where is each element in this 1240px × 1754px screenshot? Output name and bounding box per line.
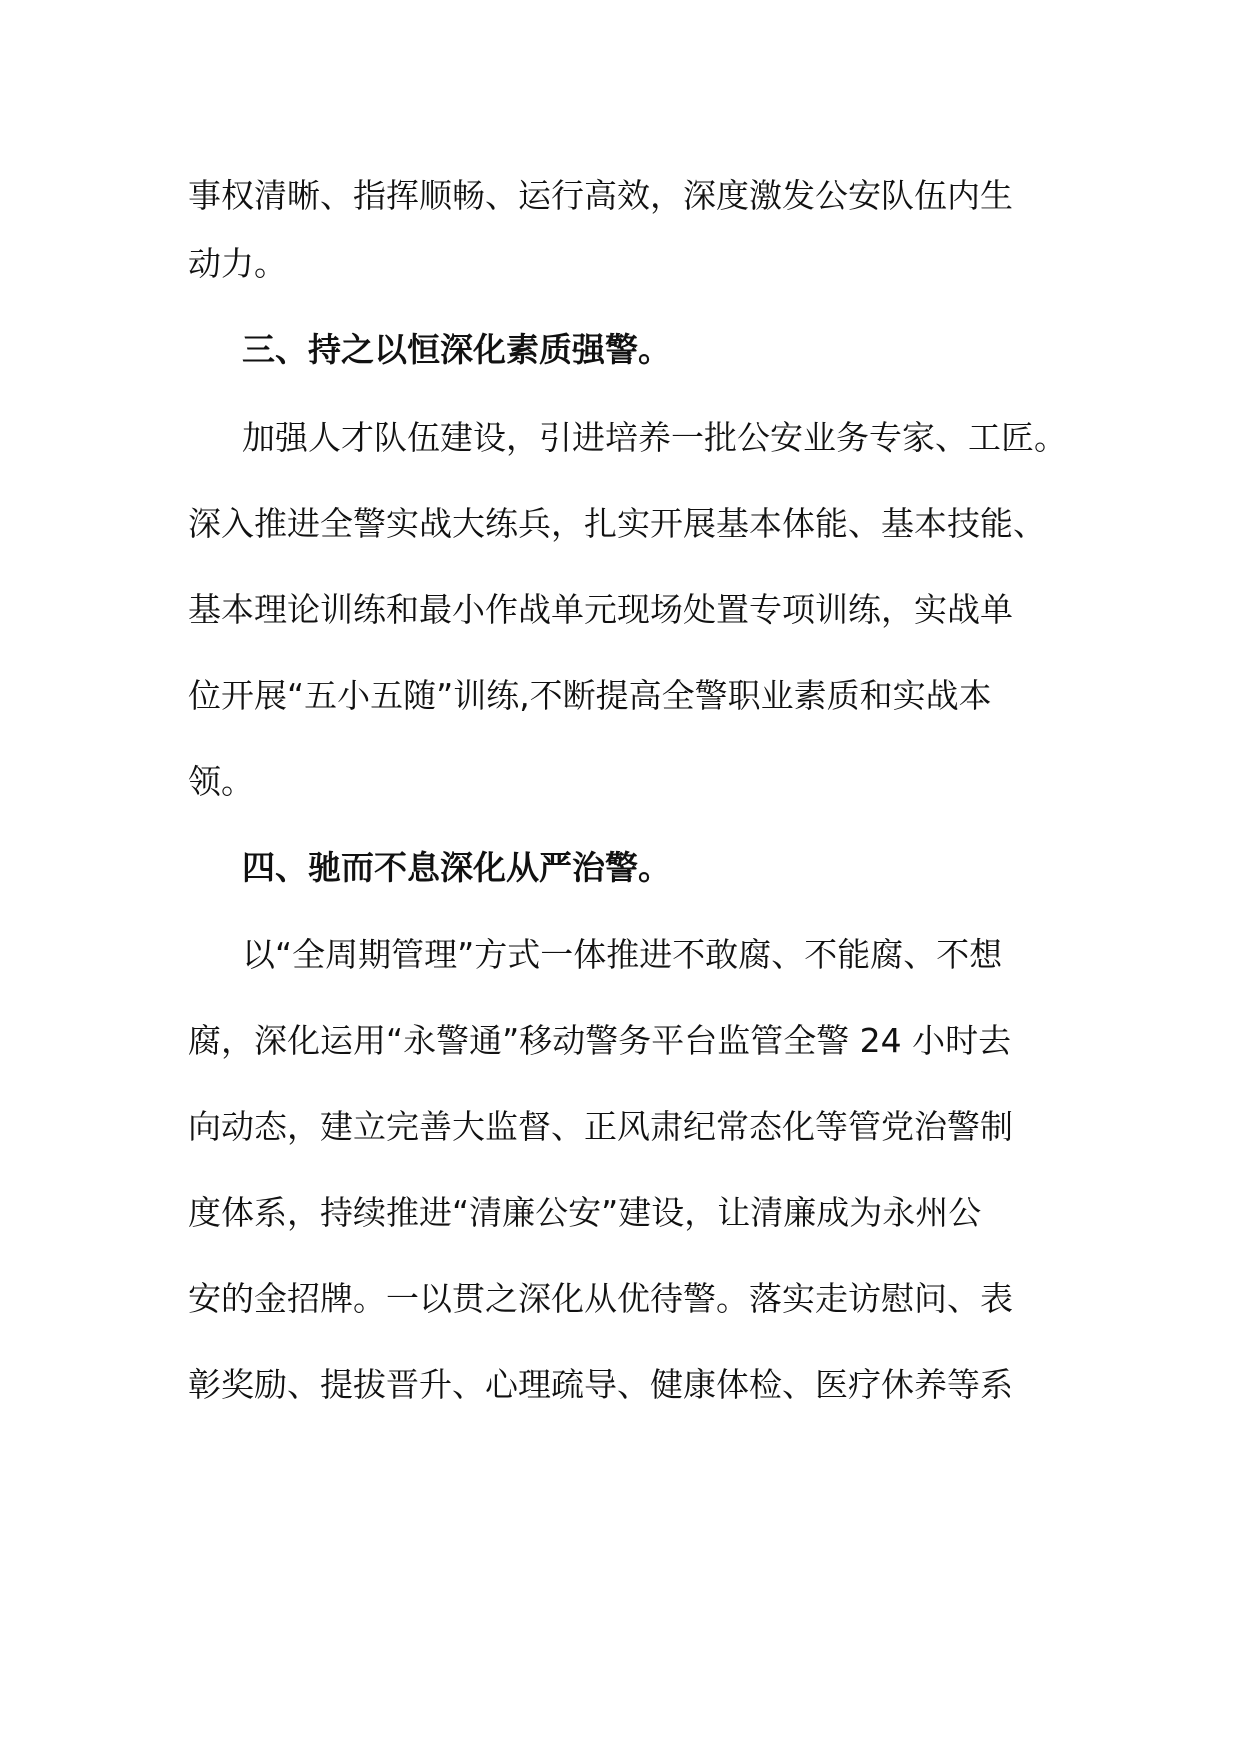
paragraph-line: 基本理论训练和最小作战单元现场处置专项训练，实战单 bbox=[188, 590, 1013, 629]
paragraph-line: 安的金招牌。一以贯之深化从优待警。落实走访慰问、表 bbox=[188, 1279, 1013, 1318]
paragraph-line: 领。 bbox=[188, 762, 254, 801]
section-heading: 四、驰而不息深化从严治警。 bbox=[242, 848, 671, 887]
paragraph-line: 事权清晰、指挥顺畅、运行高效，深度激发公安队伍内生 bbox=[188, 176, 1013, 215]
paragraph-line: 向动态，建立完善大监督、正风肃纪常态化等管党治警制 bbox=[188, 1107, 1013, 1146]
paragraph-line: 深入推进全警实战大练兵，扎实开展基本体能、基本技能、 bbox=[188, 504, 1046, 543]
paragraph-line: 度体系，持续推进“清廉公安”建设，让清廉成为永州公 bbox=[188, 1193, 982, 1232]
paragraph-line: 彰奖励、提拔晋升、心理疏导、健康体检、医疗休养等系 bbox=[188, 1365, 1013, 1404]
section-heading: 三、持之以恒深化素质强警。 bbox=[242, 330, 671, 369]
paragraph-line: 腐，深化运用“永警通”移动警务平台监管全警 24 小时去 bbox=[188, 1021, 1012, 1060]
paragraph-line: 动力。 bbox=[188, 244, 287, 283]
paragraph-line: 位开展“五小五随”训练,不断提高全警职业素质和实战本 bbox=[188, 676, 992, 715]
paragraph-line: 以“全周期管理”方式一体推进不敢腐、不能腐、不想 bbox=[242, 935, 1003, 974]
paragraph-line: 加强人才队伍建设，引进培养一批公安业务专家、工匠。 bbox=[242, 418, 1067, 457]
